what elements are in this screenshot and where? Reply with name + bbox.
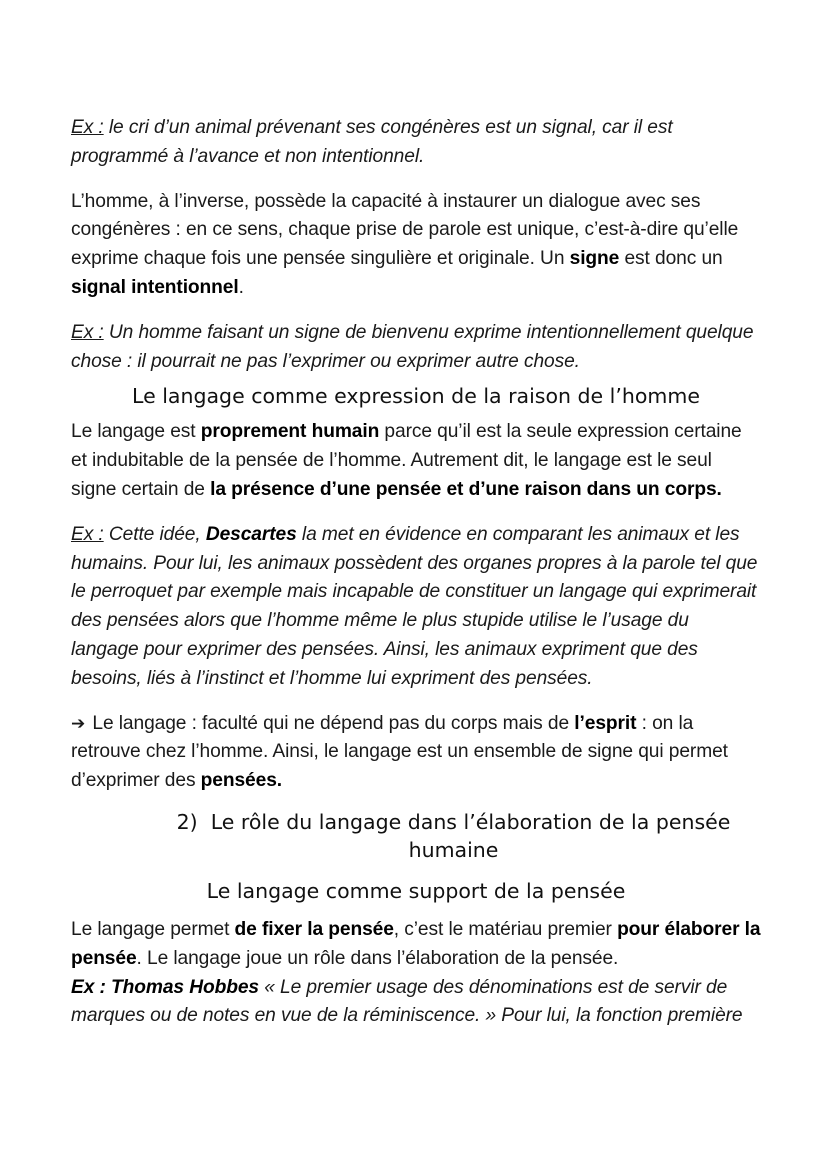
bold-term-proprement-humain: proprement humain bbox=[200, 421, 380, 443]
example-paragraph-hobbes bbox=[71, 974, 761, 1032]
example-label: Ex : bbox=[71, 117, 104, 138]
example-label: Ex : bbox=[71, 523, 104, 545]
example-text: « Le premier usage des dénominations est de servir de marques ou de notes en vue de la réminiscence. » Pour lui, la fonction première bbox=[71, 976, 743, 1027]
bold-term-presence-pensee: la présence d’une pensée et d’une raison dans un corps. bbox=[210, 478, 722, 500]
paragraph-conclusion-esprit bbox=[71, 710, 761, 796]
bold-term-fixer-pensee: de fixer la pensée bbox=[234, 918, 394, 940]
text-run: est donc un bbox=[619, 248, 723, 270]
text-run: Le langage est bbox=[71, 421, 201, 443]
document-page bbox=[71, 114, 761, 1031]
bold-term-pensees: pensées. bbox=[200, 770, 282, 792]
example-text: Un homme faisant un signe de bienvenu exprime intentionnellement quelque chose : il pourrait ne pas l’exprimer ou exprimer autre chose. bbox=[71, 321, 754, 372]
example-paragraph-descartes bbox=[71, 521, 761, 694]
text-run: : on la retrouve chez l’homme. Ainsi, le langage est un ensemble de signe qui permet d’exprimer des bbox=[71, 712, 728, 792]
arrow-right-icon: ➔ bbox=[71, 713, 86, 734]
paragraph-proprement-humain bbox=[71, 418, 761, 504]
paragraph-fixer-pensee bbox=[71, 916, 761, 974]
example-text: le cri d’un animal prévenant ses congénères est un signal, car il est programmé à l’avance et non intentionnel. bbox=[71, 117, 673, 167]
text-run: . Le langage joue un rôle dans l’élaboration de la pensée. bbox=[136, 947, 619, 969]
bold-term-signal-intentionnel: signal intentionnel bbox=[71, 276, 239, 298]
paragraph-human-dialogue bbox=[71, 188, 761, 303]
bold-term-elaborer-pensee: pour élaborer la pensée bbox=[71, 918, 761, 969]
subheading-langage-raison: Le langage comme expression de la raison de l’homme bbox=[132, 384, 700, 409]
example-paragraph-signal bbox=[71, 114, 761, 172]
text-run: Le langage permet bbox=[71, 918, 235, 940]
text-run: , c’est le matériau premier bbox=[393, 918, 618, 940]
text-run: la met en évidence en comparant les animaux et les humains. Pour lui, les animaux possèdent des organes propres à la parole tel que le perroquet par exemple mais incapable de constituer un langage qui exprimerait des pensées alors que l’homme même le plus stupide utilise le l’usage du langage pour exprimer des pensées. Ainsi, les animaux expriment que des besoins, liés à l’instinct et l’homme lui expriment des pensées. bbox=[71, 523, 758, 689]
bold-term-signe: signe bbox=[569, 248, 620, 270]
section-title-line1: Le rôle du langage dans l’élaboration de la pensée bbox=[210, 809, 731, 834]
example-label: Ex : bbox=[71, 321, 104, 343]
text-run: parce qu’il est la seule expression certaine et indubitable de la pensée de l’homme. Autrement dit, le langage est le seul signe certain de bbox=[71, 421, 742, 500]
example-label-hobbes: Ex : Thomas Hobbes bbox=[71, 976, 259, 998]
section-number: 2) bbox=[176, 809, 198, 834]
text-run: . bbox=[238, 276, 244, 298]
text-run: Le langage : faculté qui ne dépend pas du corps mais de bbox=[87, 712, 575, 734]
section-title-line2: humaine bbox=[408, 837, 499, 862]
subheading-support-pensee: Le langage comme support de la pensée bbox=[206, 878, 626, 903]
text-run: L’homme, à l’inverse, possède la capacité à instaurer un dialogue avec ses congénères : en ce sens, chaque prise de parole est unique, c’est-à-dire qu’elle exprime chaque fois une pensée singulière et originale. Un bbox=[71, 190, 739, 270]
section-heading-2 bbox=[71, 808, 761, 864]
text-run: Cette idée, bbox=[103, 523, 206, 545]
bold-term-esprit: l’esprit bbox=[574, 712, 637, 734]
example-paragraph-bienvenu bbox=[71, 319, 761, 377]
bold-name-descartes: Descartes bbox=[205, 523, 297, 545]
